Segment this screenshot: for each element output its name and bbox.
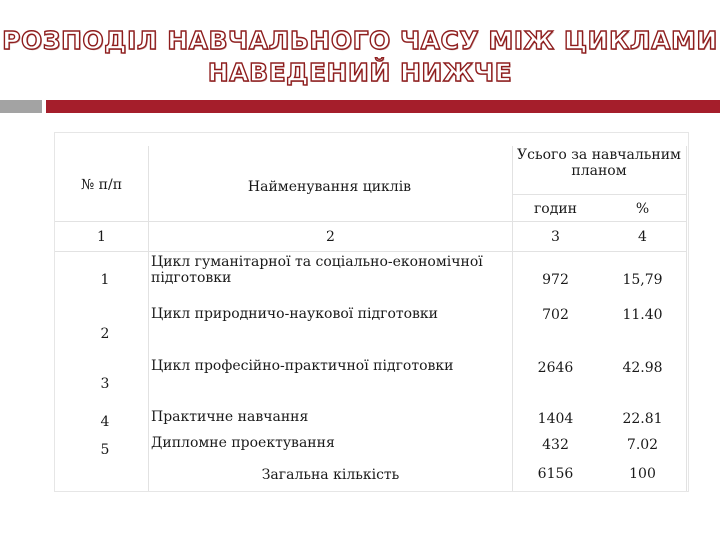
header-cycle-name: Найменування циклів [247, 179, 412, 195]
row-hours: 432 [542, 437, 569, 453]
row-percent: 15,79 [622, 272, 663, 288]
slide-title-line-2: НАВЕДЕНИЙ НИЖЧЕ [207, 58, 513, 87]
total-label: Загальна кількість [261, 467, 400, 483]
row-hours: 2646 [537, 360, 574, 376]
row-cycle-name: Цикл природничо-наукової підготовки [151, 306, 439, 322]
header-number: № п/п [80, 177, 123, 193]
total-percent: 100 [629, 466, 656, 482]
total-hours: 6156 [537, 466, 574, 482]
row-cycle-name: Цикл гуманітарної та соціально-економічної підготовки [151, 254, 483, 286]
header-total: Усього за навчальним планом [517, 147, 681, 179]
table-divider [148, 146, 149, 491]
row-percent: 42.98 [622, 360, 663, 376]
title-rule-gray [0, 100, 42, 113]
header-percent: % [635, 201, 650, 217]
row-number: 2 [100, 326, 110, 342]
row-percent: 22.81 [622, 411, 663, 427]
row-number: 1 [100, 272, 110, 288]
row-hours: 1404 [537, 411, 574, 427]
row-number: 5 [100, 442, 110, 458]
table-divider [55, 251, 687, 252]
slide-title-line-1: РОЗПОДІЛ НАВЧАЛЬНОГО ЧАСУ МІЖ ЦИКЛАМИ [2, 26, 718, 55]
row-number: 4 [100, 414, 110, 430]
cycles-table [55, 133, 688, 491]
column-number: 2 [326, 229, 335, 245]
table-divider [686, 146, 687, 491]
column-number: 4 [638, 229, 647, 245]
row-hours: 972 [542, 272, 569, 288]
title-rule-red [46, 100, 720, 113]
table-divider [55, 221, 687, 222]
row-cycle-name: Практичне навчання [151, 409, 309, 425]
column-number: 3 [551, 229, 560, 245]
row-percent: 7.02 [626, 437, 659, 453]
column-number: 1 [97, 229, 106, 245]
table-divider [512, 194, 687, 195]
row-number: 3 [100, 376, 110, 392]
row-cycle-name: Дипломне проектування [151, 435, 335, 451]
row-hours: 702 [542, 307, 569, 323]
row-cycle-name: Цикл професійно-практичної підготовки [151, 358, 454, 374]
header-hours: годин [533, 201, 578, 217]
row-percent: 11.40 [622, 307, 663, 323]
